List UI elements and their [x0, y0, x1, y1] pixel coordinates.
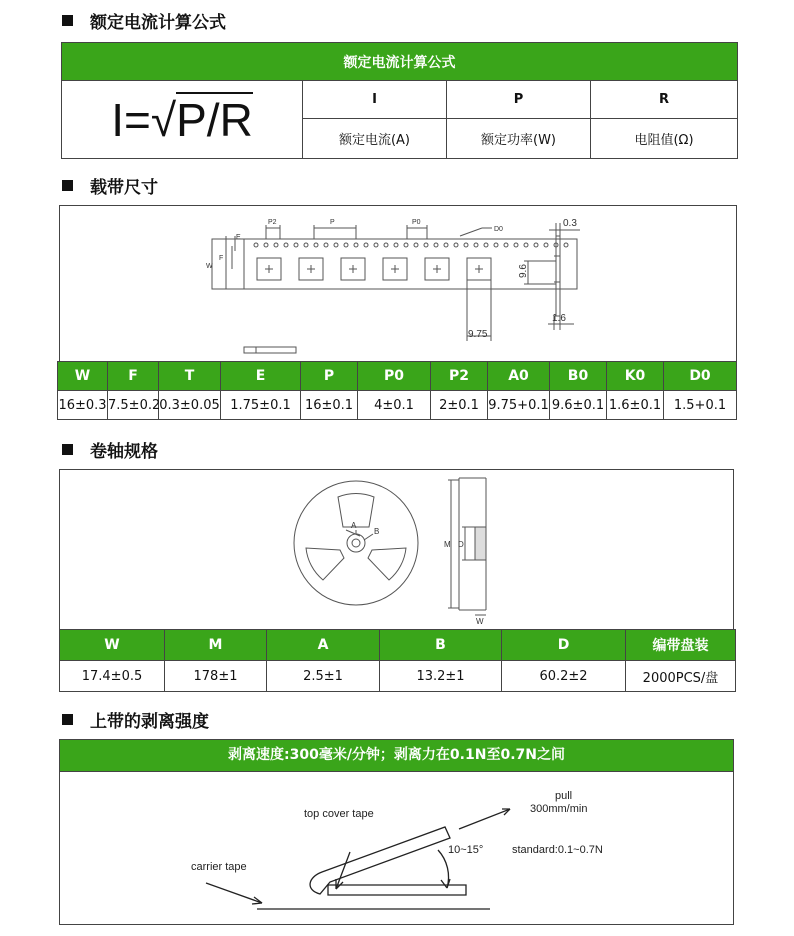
- formula-i: I=: [111, 93, 151, 146]
- tape-strip: [244, 347, 296, 353]
- reel-outer-circle: [294, 481, 418, 605]
- tape-value-w: 16±0.3: [58, 391, 108, 420]
- section-title-text: 上带的剥离强度: [90, 712, 209, 732]
- label-reel-b: B: [374, 527, 380, 536]
- label-reel-a: A: [351, 521, 357, 530]
- tape-header-w: W: [58, 362, 108, 391]
- label-carrier-tape: carrier tape: [191, 861, 247, 873]
- label-pull: pull: [555, 790, 573, 802]
- bullet-square: [62, 180, 73, 191]
- reel-window-left: [306, 548, 344, 580]
- tape-value-f: 7.5±0.2: [108, 391, 159, 420]
- section-title-text: 额定电流计算公式: [90, 13, 226, 33]
- tape-diagram: [60, 206, 736, 361]
- tape-header-e: E: [221, 362, 301, 391]
- symbol-r: R: [591, 81, 738, 119]
- reel-header-packing: 编带盘装: [626, 630, 736, 661]
- label-speed: 300mm/min: [530, 803, 588, 815]
- reel-value-b: 13.2±1: [380, 661, 502, 692]
- label-d0: D0: [494, 226, 503, 233]
- label-w: W: [206, 263, 213, 270]
- name-resistance: 电阻值(Ω): [591, 119, 738, 159]
- tape-value-t: 0.3±0.05: [159, 391, 221, 420]
- tape-value-p0: 4±0.1: [358, 391, 431, 420]
- peel-header: 剥离速度:300毫米/分钟；剥离力在0.1N至0.7N之间: [60, 740, 733, 772]
- pockets: [257, 258, 491, 280]
- reel-value-a: 2.5±1: [267, 661, 380, 692]
- tape-header-t: T: [159, 362, 221, 391]
- tape-value-e: 1.75±0.1: [221, 391, 301, 420]
- reel-value-m: 178±1: [165, 661, 267, 692]
- section-title-reel: [62, 437, 158, 462]
- peel-box: [59, 739, 734, 925]
- formula-cell: [62, 81, 303, 159]
- tape-diagram-box: [59, 205, 737, 362]
- bullet-square: [62, 15, 73, 26]
- label-p: P: [330, 219, 335, 226]
- reel-header-w: W: [60, 630, 165, 661]
- reel-window-right: [368, 548, 406, 580]
- label-angle: 10~15°: [448, 844, 484, 856]
- tape-header-k0: K0: [607, 362, 664, 391]
- label-reel-d: D: [458, 540, 464, 549]
- section-title-tape: [62, 173, 158, 198]
- tape-spec-table: [57, 361, 737, 420]
- tape-header-p: P: [301, 362, 358, 391]
- label-b0: 9.6: [518, 264, 529, 278]
- label-standard: standard:0.1~0.7N: [512, 844, 603, 856]
- cover-tape: [310, 827, 450, 894]
- reel-spec-table: [59, 629, 736, 692]
- formula-pr: P/R: [176, 93, 253, 146]
- tape-value-p: 16±0.1: [301, 391, 358, 420]
- label-a0: 9.75: [468, 329, 488, 340]
- reel-value-d: 60.2±2: [502, 661, 626, 692]
- section-title-text: 卷轴规格: [90, 442, 158, 462]
- tape-value-b0: 9.6±0.1: [550, 391, 607, 420]
- tape-value-a0: 9.75+0.1: [488, 391, 550, 420]
- tape-value-d0: 1.5+0.1: [664, 391, 737, 420]
- section-title-peel: [62, 707, 209, 732]
- name-current: 额定电流(A): [303, 119, 447, 159]
- bullet-square: [62, 714, 73, 725]
- tape-header-p0: P0: [358, 362, 431, 391]
- peel-diagram: [60, 772, 733, 924]
- reel-hub-profile: [475, 527, 486, 560]
- radical-icon: √: [150, 93, 177, 146]
- tape-header-f: F: [108, 362, 159, 391]
- pull-arrow: [459, 809, 510, 829]
- label-top-cover-tape: top cover tape: [304, 808, 374, 820]
- symbol-p: P: [447, 81, 591, 119]
- formula-table: [61, 42, 738, 159]
- bullet-square: [62, 444, 73, 455]
- tape-header-p2: P2: [431, 362, 488, 391]
- section-title-formula: [62, 8, 226, 33]
- label-reel-w: W: [476, 617, 484, 626]
- tape-header-a0: A0: [488, 362, 550, 391]
- tape-value-k0: 1.6±0.1: [607, 391, 664, 420]
- label-thickness: 0.3: [563, 218, 577, 229]
- label-e: E: [236, 234, 241, 241]
- reel-diagram-box: [59, 469, 734, 631]
- label-p2: P2: [268, 219, 277, 226]
- reel-value-w: 17.4±0.5: [60, 661, 165, 692]
- label-p0: P0: [412, 219, 421, 226]
- name-power: 额定功率(W): [447, 119, 591, 159]
- tape-header-d0: D0: [664, 362, 737, 391]
- section-title-text: 载带尺寸: [90, 178, 158, 198]
- reel-header-a: A: [267, 630, 380, 661]
- reel-hub: [347, 534, 365, 552]
- formula-table-title: 额定电流计算公式: [62, 43, 738, 81]
- label-f: F: [219, 255, 224, 262]
- reel-header-d: D: [502, 630, 626, 661]
- label-k0: 1.6: [552, 313, 566, 324]
- reel-value-packing: 2000PCS/盘: [626, 661, 736, 692]
- reel-header-m: M: [165, 630, 267, 661]
- sprocket-holes: [254, 243, 568, 247]
- tape-value-p2: 2±0.1: [431, 391, 488, 420]
- reel-header-b: B: [380, 630, 502, 661]
- symbol-i: I: [303, 81, 447, 119]
- label-reel-m: M: [444, 540, 451, 549]
- reel-diagram: [60, 470, 733, 630]
- tape-header-b0: B0: [550, 362, 607, 391]
